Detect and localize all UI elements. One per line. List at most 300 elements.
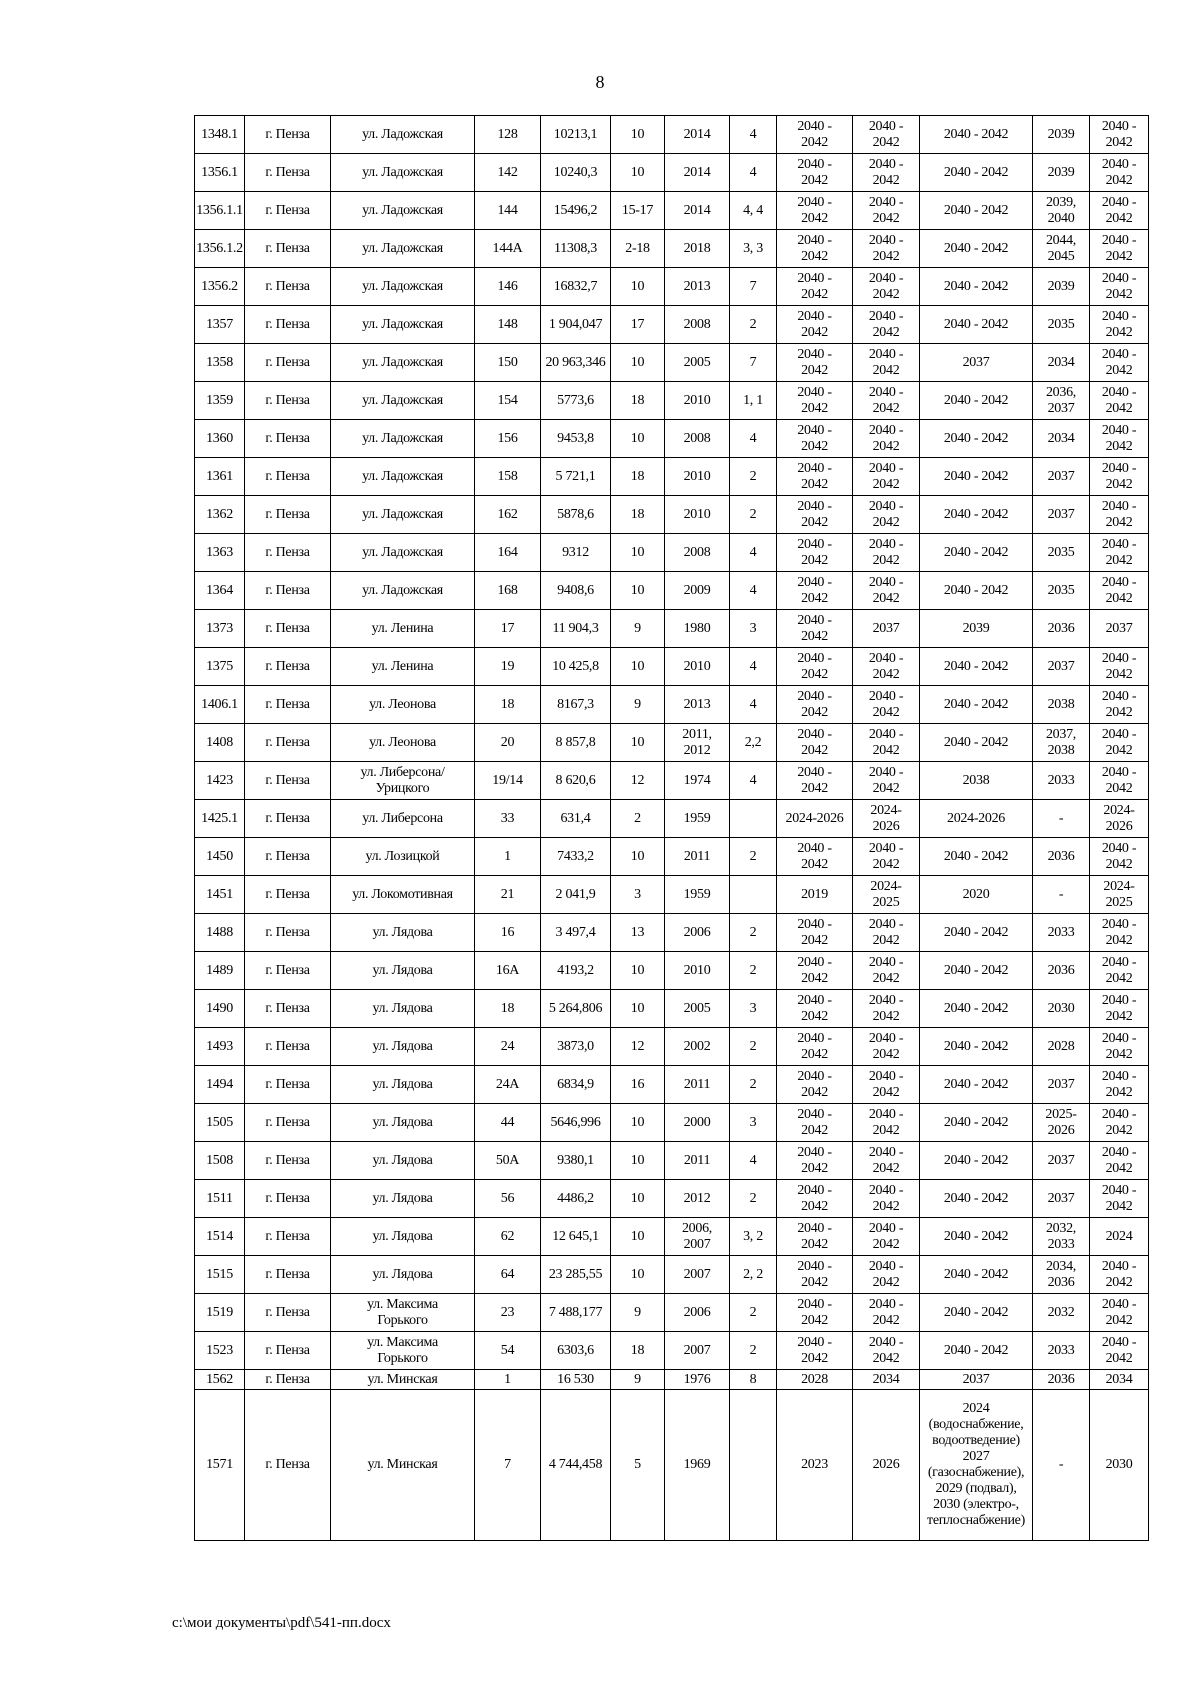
table-cell: 10240,3 bbox=[541, 154, 611, 192]
table-cell: г. Пенза bbox=[245, 762, 331, 800]
table-cell: 2040 - 2042 bbox=[777, 534, 853, 572]
table-cell: г. Пенза bbox=[245, 990, 331, 1028]
table-row bbox=[195, 876, 1149, 914]
table-cell: 2040 - 2042 bbox=[1090, 534, 1149, 572]
table-cell: 1364 bbox=[195, 572, 245, 610]
table-cell: 2030 bbox=[1033, 990, 1090, 1028]
table-cell: - bbox=[1033, 876, 1090, 914]
table-row bbox=[195, 230, 1149, 268]
table-cell: 2040 - 2042 bbox=[853, 1066, 920, 1104]
table-cell: 2035 bbox=[1033, 572, 1090, 610]
table-cell: 7 bbox=[475, 1390, 541, 1541]
table-cell: г. Пенза bbox=[245, 268, 331, 306]
table-cell: г. Пенза bbox=[245, 1390, 331, 1541]
table-cell: 2040 - 2042 bbox=[920, 154, 1033, 192]
table-cell: ул. Лозицкой bbox=[331, 838, 475, 876]
table-cell: 2040 - 2042 bbox=[920, 1028, 1033, 1066]
table-cell: 4 bbox=[730, 534, 777, 572]
table-cell: 18 bbox=[611, 496, 665, 534]
table-row bbox=[195, 306, 1149, 344]
table-cell: ул. Ладожская bbox=[331, 420, 475, 458]
table-cell: 2 bbox=[730, 914, 777, 952]
table-cell: 2040 - 2042 bbox=[777, 762, 853, 800]
table-cell: ул. Ленина bbox=[331, 610, 475, 648]
table-cell: 10 bbox=[611, 534, 665, 572]
table-cell: 2010 bbox=[665, 496, 730, 534]
table-cell: 2040 - 2042 bbox=[853, 952, 920, 990]
table-row bbox=[195, 458, 1149, 496]
table-cell: 12 bbox=[611, 1028, 665, 1066]
table-cell: 19 bbox=[475, 648, 541, 686]
table-cell: 2008 bbox=[665, 306, 730, 344]
table-cell: 3 bbox=[730, 990, 777, 1028]
table-cell: 2037 bbox=[1033, 458, 1090, 496]
table-cell: ул. Ладожская bbox=[331, 154, 475, 192]
table-cell: 2039, 2040 bbox=[1033, 192, 1090, 230]
table-cell: 7 488,177 bbox=[541, 1294, 611, 1332]
table-cell: 4 bbox=[730, 420, 777, 458]
table-cell: 1505 bbox=[195, 1104, 245, 1142]
table-cell: 5 721,1 bbox=[541, 458, 611, 496]
table-cell: ул. Ладожская bbox=[331, 496, 475, 534]
table-row bbox=[195, 1218, 1149, 1256]
table-cell: 4 bbox=[730, 762, 777, 800]
table-row bbox=[195, 344, 1149, 382]
table-cell: 2037 bbox=[1033, 1066, 1090, 1104]
table-row bbox=[195, 1390, 1149, 1541]
table-cell: 2040 - 2042 bbox=[1090, 838, 1149, 876]
table-cell: 2039 bbox=[1033, 268, 1090, 306]
table-cell: 2009 bbox=[665, 572, 730, 610]
table-cell: ул. Лядова bbox=[331, 1180, 475, 1218]
table-cell: 2040 - 2042 bbox=[853, 1256, 920, 1294]
table-cell: 1408 bbox=[195, 724, 245, 762]
table-cell: 1361 bbox=[195, 458, 245, 496]
table-cell: 2040 - 2042 bbox=[920, 572, 1033, 610]
table-cell: г. Пенза bbox=[245, 1180, 331, 1218]
table-cell: 1511 bbox=[195, 1180, 245, 1218]
table-cell: 2014 bbox=[665, 192, 730, 230]
table-cell: 6834,9 bbox=[541, 1066, 611, 1104]
table-row bbox=[195, 724, 1149, 762]
table-cell: 1490 bbox=[195, 990, 245, 1028]
table-cell: 23 bbox=[475, 1294, 541, 1332]
table-cell: 2040 - 2042 bbox=[920, 1294, 1033, 1332]
table-cell: г. Пенза bbox=[245, 192, 331, 230]
table-cell: 2040 - 2042 bbox=[853, 572, 920, 610]
table-cell: г. Пенза bbox=[245, 1256, 331, 1294]
table-cell: 2-18 bbox=[611, 230, 665, 268]
table-cell: 2040 - 2042 bbox=[920, 458, 1033, 496]
table-cell: 2040 - 2042 bbox=[777, 686, 853, 724]
table-cell: 2037 bbox=[920, 344, 1033, 382]
table-cell: 2040 - 2042 bbox=[920, 1256, 1033, 1294]
table-cell: ул. Максима Горького bbox=[331, 1332, 475, 1370]
table-cell: 2011 bbox=[665, 1142, 730, 1180]
table-cell: 2007 bbox=[665, 1332, 730, 1370]
table-cell: 2037 bbox=[1033, 648, 1090, 686]
table-row bbox=[195, 914, 1149, 952]
table-cell: ул. Лядова bbox=[331, 914, 475, 952]
table-cell bbox=[730, 1390, 777, 1541]
table-cell: 16832,7 bbox=[541, 268, 611, 306]
table-cell: 2040 - 2042 bbox=[777, 1142, 853, 1180]
table-cell: 3 bbox=[730, 1104, 777, 1142]
table-cell: 2028 bbox=[777, 1370, 853, 1390]
table-cell: 156 bbox=[475, 420, 541, 458]
table-cell: 144А bbox=[475, 230, 541, 268]
table-cell: г. Пенза bbox=[245, 420, 331, 458]
table-cell: 2038 bbox=[1033, 686, 1090, 724]
table-cell: 1356.1 bbox=[195, 154, 245, 192]
table-cell: 2040 - 2042 bbox=[1090, 952, 1149, 990]
table-cell: 3 bbox=[730, 610, 777, 648]
table-cell: 10 bbox=[611, 952, 665, 990]
table-cell: 2040 - 2042 bbox=[777, 1256, 853, 1294]
table-cell: 21 bbox=[475, 876, 541, 914]
table-cell: 9408,6 bbox=[541, 572, 611, 610]
table-cell: 2037, 2038 bbox=[1033, 724, 1090, 762]
table-cell: ул. Ладожская bbox=[331, 192, 475, 230]
table-cell: 2040 - 2042 bbox=[853, 534, 920, 572]
table-row bbox=[195, 762, 1149, 800]
table-cell: 2040 - 2042 bbox=[853, 724, 920, 762]
table-cell: 3, 2 bbox=[730, 1218, 777, 1256]
table-cell: 2040 - 2042 bbox=[853, 344, 920, 382]
table-cell: 2040 - 2042 bbox=[853, 306, 920, 344]
table-row bbox=[195, 1294, 1149, 1332]
table-row bbox=[195, 648, 1149, 686]
table-cell: 11308,3 bbox=[541, 230, 611, 268]
table-cell: 2034, 2036 bbox=[1033, 1256, 1090, 1294]
table-row bbox=[195, 382, 1149, 420]
table-cell: 2044, 2045 bbox=[1033, 230, 1090, 268]
table-cell: 1508 bbox=[195, 1142, 245, 1180]
table-cell: 2011, 2012 bbox=[665, 724, 730, 762]
table-cell: г. Пенза bbox=[245, 154, 331, 192]
table-cell: 2040 - 2042 bbox=[1090, 1180, 1149, 1218]
table-cell: 2040 - 2042 bbox=[1090, 1256, 1149, 1294]
table-cell: г. Пенза bbox=[245, 382, 331, 420]
table-row bbox=[195, 838, 1149, 876]
table-cell: 1974 bbox=[665, 762, 730, 800]
table-cell: 2012 bbox=[665, 1180, 730, 1218]
table-cell: 2040 - 2042 bbox=[853, 154, 920, 192]
table-cell: 1494 bbox=[195, 1066, 245, 1104]
table-cell: 2006 bbox=[665, 1294, 730, 1332]
table-cell: г. Пенза bbox=[245, 914, 331, 952]
table-row bbox=[195, 496, 1149, 534]
table-cell: 10 bbox=[611, 648, 665, 686]
table-cell: г. Пенза bbox=[245, 1294, 331, 1332]
table-cell: 2023 bbox=[777, 1390, 853, 1541]
table-cell: 10 bbox=[611, 1256, 665, 1294]
table-cell: 2033 bbox=[1033, 1332, 1090, 1370]
table-cell: 2 bbox=[730, 952, 777, 990]
table-cell: 20 bbox=[475, 724, 541, 762]
table-cell: 1, 1 bbox=[730, 382, 777, 420]
table-cell: 2040 - 2042 bbox=[920, 116, 1033, 154]
table-row bbox=[195, 1028, 1149, 1066]
table-cell: 2037 bbox=[1033, 496, 1090, 534]
table-cell: 17 bbox=[475, 610, 541, 648]
table-cell: 3 497,4 bbox=[541, 914, 611, 952]
table-cell: 2040 - 2042 bbox=[853, 382, 920, 420]
table-cell: 2039 bbox=[1033, 154, 1090, 192]
table-cell: 1571 bbox=[195, 1390, 245, 1541]
table-cell: 9 bbox=[611, 1294, 665, 1332]
table-cell: 2040 - 2042 bbox=[920, 192, 1033, 230]
table-cell: 2028 bbox=[1033, 1028, 1090, 1066]
table-cell: г. Пенза bbox=[245, 1332, 331, 1370]
table-cell: 631,4 bbox=[541, 800, 611, 838]
table-cell: 2 bbox=[730, 458, 777, 496]
table-cell: 2036 bbox=[1033, 610, 1090, 648]
table-cell: 2040 - 2042 bbox=[853, 1142, 920, 1180]
table-cell: 2039 bbox=[920, 610, 1033, 648]
table-cell: 2007 bbox=[665, 1256, 730, 1294]
table-cell: 13 bbox=[611, 914, 665, 952]
table-cell: 2040 - 2042 bbox=[1090, 990, 1149, 1028]
table-cell: 9 bbox=[611, 1370, 665, 1390]
table-cell: 2026 bbox=[853, 1390, 920, 1541]
table-cell: 1348.1 bbox=[195, 116, 245, 154]
table-cell: 10 bbox=[611, 838, 665, 876]
table-cell: 144 bbox=[475, 192, 541, 230]
table-cell: 2040 - 2042 bbox=[1090, 344, 1149, 382]
table-cell: 1959 bbox=[665, 876, 730, 914]
table-cell: 2033 bbox=[1033, 914, 1090, 952]
table-cell: 1969 bbox=[665, 1390, 730, 1541]
table-cell: 2040 - 2042 bbox=[1090, 154, 1149, 192]
table-cell: г. Пенза bbox=[245, 724, 331, 762]
table-cell: 1451 bbox=[195, 876, 245, 914]
table-cell: 1 bbox=[475, 1370, 541, 1390]
table-cell: 2005 bbox=[665, 990, 730, 1028]
table-cell: 3, 3 bbox=[730, 230, 777, 268]
table-cell: 2040 - 2042 bbox=[853, 1028, 920, 1066]
table-cell: ул. Лядова bbox=[331, 1066, 475, 1104]
table-cell: 12 bbox=[611, 762, 665, 800]
table-cell: 2011 bbox=[665, 1066, 730, 1104]
table-cell: 146 bbox=[475, 268, 541, 306]
table-cell: 2040 - 2042 bbox=[920, 914, 1033, 952]
table-cell: 15-17 bbox=[611, 192, 665, 230]
table-cell: 2040 - 2042 bbox=[777, 268, 853, 306]
table-cell bbox=[730, 800, 777, 838]
table-cell: 2036 bbox=[1033, 838, 1090, 876]
table-cell: 2024-2026 bbox=[777, 800, 853, 838]
table-cell: г. Пенза bbox=[245, 572, 331, 610]
table-cell: - bbox=[1033, 800, 1090, 838]
table-cell: 4 bbox=[730, 116, 777, 154]
table-cell: 10 bbox=[611, 420, 665, 458]
table-cell: ул. Локомотивная bbox=[331, 876, 475, 914]
table-cell: 2040 - 2042 bbox=[1090, 192, 1149, 230]
table-cell: 2036 bbox=[1033, 1370, 1090, 1390]
table-cell: 142 bbox=[475, 154, 541, 192]
table-cell: 10213,1 bbox=[541, 116, 611, 154]
table-cell: 2024- 2025 bbox=[853, 876, 920, 914]
table-cell: 1362 bbox=[195, 496, 245, 534]
table-cell: 2040 - 2042 bbox=[1090, 458, 1149, 496]
table-cell: 18 bbox=[475, 990, 541, 1028]
table-cell: 1356.1.1 bbox=[195, 192, 245, 230]
table-cell: 15496,2 bbox=[541, 192, 611, 230]
table-cell: 11 904,3 bbox=[541, 610, 611, 648]
table-cell: 2040 - 2042 bbox=[777, 1218, 853, 1256]
table-cell: 8167,3 bbox=[541, 686, 611, 724]
table-cell: 18 bbox=[475, 686, 541, 724]
table-cell: 2008 bbox=[665, 534, 730, 572]
table-cell: г. Пенза bbox=[245, 876, 331, 914]
table-cell: 2037 bbox=[1090, 610, 1149, 648]
table-cell: 33 bbox=[475, 800, 541, 838]
table-cell: 2040 - 2042 bbox=[853, 1218, 920, 1256]
table-row bbox=[195, 1332, 1149, 1370]
table-row bbox=[195, 534, 1149, 572]
table-cell: 2024 bbox=[1090, 1218, 1149, 1256]
table-cell: 9 bbox=[611, 610, 665, 648]
table-cell: 2040 - 2042 bbox=[777, 344, 853, 382]
table-cell: г. Пенза bbox=[245, 648, 331, 686]
table-row bbox=[195, 1104, 1149, 1142]
table-cell: 2014 bbox=[665, 116, 730, 154]
table-cell: ул. Ладожская bbox=[331, 458, 475, 496]
table-cell: ул. Либерсона/ Урицкого bbox=[331, 762, 475, 800]
table-cell: 10 bbox=[611, 1218, 665, 1256]
table-cell: 2036, 2037 bbox=[1033, 382, 1090, 420]
table-cell: 5 264,806 bbox=[541, 990, 611, 1028]
table-cell: 2010 bbox=[665, 648, 730, 686]
table-cell: 2040 - 2042 bbox=[920, 838, 1033, 876]
table-cell: г. Пенза bbox=[245, 838, 331, 876]
table-cell: 2 bbox=[730, 1028, 777, 1066]
table-cell: 2040 - 2042 bbox=[920, 382, 1033, 420]
table-cell: 24А bbox=[475, 1066, 541, 1104]
table-cell: 168 bbox=[475, 572, 541, 610]
table-cell: 1562 bbox=[195, 1370, 245, 1390]
table-cell: 7 bbox=[730, 268, 777, 306]
table-cell: 154 bbox=[475, 382, 541, 420]
table-cell: 62 bbox=[475, 1218, 541, 1256]
table-cell: 2035 bbox=[1033, 306, 1090, 344]
table-cell: 2006 bbox=[665, 914, 730, 952]
table-cell: 2010 bbox=[665, 458, 730, 496]
table-cell: 2040 - 2042 bbox=[920, 534, 1033, 572]
table-cell: 150 bbox=[475, 344, 541, 382]
table-cell: ул. Лядова bbox=[331, 990, 475, 1028]
table-cell: 10 bbox=[611, 724, 665, 762]
table-cell: 2040 - 2042 bbox=[920, 1332, 1033, 1370]
table-cell: ул. Минская bbox=[331, 1370, 475, 1390]
table-cell: 2040 - 2042 bbox=[920, 306, 1033, 344]
table-cell: г. Пенза bbox=[245, 1066, 331, 1104]
table-cell: 2040 - 2042 bbox=[920, 1180, 1033, 1218]
table-cell: ул. Лядова bbox=[331, 1256, 475, 1294]
table-row bbox=[195, 952, 1149, 990]
table-cell: 44 bbox=[475, 1104, 541, 1142]
table-cell: 10 bbox=[611, 1180, 665, 1218]
table-cell: 2038 bbox=[920, 762, 1033, 800]
table-cell: 64 bbox=[475, 1256, 541, 1294]
table-cell: 2024 (водоснабжение, водоотведение) 2027 (газоснабжение), 2029 (подвал), 2030 (электро-, теплоснабжение) bbox=[920, 1390, 1033, 1541]
table-cell: 9 bbox=[611, 686, 665, 724]
table-cell: 2037 bbox=[920, 1370, 1033, 1390]
table-cell: 2040 - 2042 bbox=[1090, 686, 1149, 724]
table-cell: 2 bbox=[730, 1294, 777, 1332]
table-cell: 2040 - 2042 bbox=[777, 610, 853, 648]
table-cell: 2 bbox=[730, 1180, 777, 1218]
table-cell: 2040 - 2042 bbox=[853, 230, 920, 268]
table-cell: 4, 4 bbox=[730, 192, 777, 230]
table-cell: 24 bbox=[475, 1028, 541, 1066]
table-row bbox=[195, 610, 1149, 648]
table-cell: 2002 bbox=[665, 1028, 730, 1066]
table-cell: 2037 bbox=[1033, 1180, 1090, 1218]
table-cell: 2040 - 2042 bbox=[853, 1104, 920, 1142]
table-cell: - bbox=[1033, 1390, 1090, 1541]
table-cell: 2040 - 2042 bbox=[920, 648, 1033, 686]
table-cell: ул. Лядова bbox=[331, 952, 475, 990]
table-cell: г. Пенза bbox=[245, 610, 331, 648]
table-cell: ул. Ленина bbox=[331, 648, 475, 686]
table-cell: 2040 - 2042 bbox=[777, 1028, 853, 1066]
table-row bbox=[195, 420, 1149, 458]
table-cell: 10 bbox=[611, 344, 665, 382]
table-cell: 2040 - 2042 bbox=[853, 1332, 920, 1370]
table-cell: 2040 - 2042 bbox=[777, 420, 853, 458]
table-cell: 2040 - 2042 bbox=[777, 572, 853, 610]
table-cell: 2 bbox=[730, 496, 777, 534]
table-cell: ул. Леонова bbox=[331, 686, 475, 724]
table-cell: 2040 - 2042 bbox=[777, 458, 853, 496]
table-cell: 2040 - 2042 bbox=[853, 192, 920, 230]
table-cell: 8 857,8 bbox=[541, 724, 611, 762]
data-table bbox=[194, 115, 1149, 1541]
table-cell: 1359 bbox=[195, 382, 245, 420]
table-cell: 2024- 2026 bbox=[853, 800, 920, 838]
table-cell: 23 285,55 bbox=[541, 1256, 611, 1294]
table-cell: 2040 - 2042 bbox=[1090, 116, 1149, 154]
table-row bbox=[195, 800, 1149, 838]
table-cell: ул. Леонова bbox=[331, 724, 475, 762]
table-cell: 2040 - 2042 bbox=[853, 914, 920, 952]
table-cell: 2040 - 2042 bbox=[777, 1180, 853, 1218]
table-cell: 19/14 bbox=[475, 762, 541, 800]
table-cell: 2040 - 2042 bbox=[920, 230, 1033, 268]
table-cell: 2040 - 2042 bbox=[920, 724, 1033, 762]
table-cell: 50А bbox=[475, 1142, 541, 1180]
table-cell: 2010 bbox=[665, 952, 730, 990]
table-row bbox=[195, 572, 1149, 610]
table-cell: 2034 bbox=[1033, 344, 1090, 382]
table-cell: ул. Ладожская bbox=[331, 534, 475, 572]
table-cell: 2040 - 2042 bbox=[777, 724, 853, 762]
table-cell: г. Пенза bbox=[245, 1028, 331, 1066]
table-cell: 2040 - 2042 bbox=[1090, 914, 1149, 952]
table-cell: г. Пенза bbox=[245, 800, 331, 838]
table-cell: 10 bbox=[611, 572, 665, 610]
table-cell: 16А bbox=[475, 952, 541, 990]
table-cell: ул. Минская bbox=[331, 1390, 475, 1541]
table-cell: г. Пенза bbox=[245, 116, 331, 154]
table-cell: 1514 bbox=[195, 1218, 245, 1256]
table-cell: 2040 - 2042 bbox=[920, 420, 1033, 458]
table-cell: 10 425,8 bbox=[541, 648, 611, 686]
table-cell: 2040 - 2042 bbox=[777, 914, 853, 952]
table-cell: 4193,2 bbox=[541, 952, 611, 990]
